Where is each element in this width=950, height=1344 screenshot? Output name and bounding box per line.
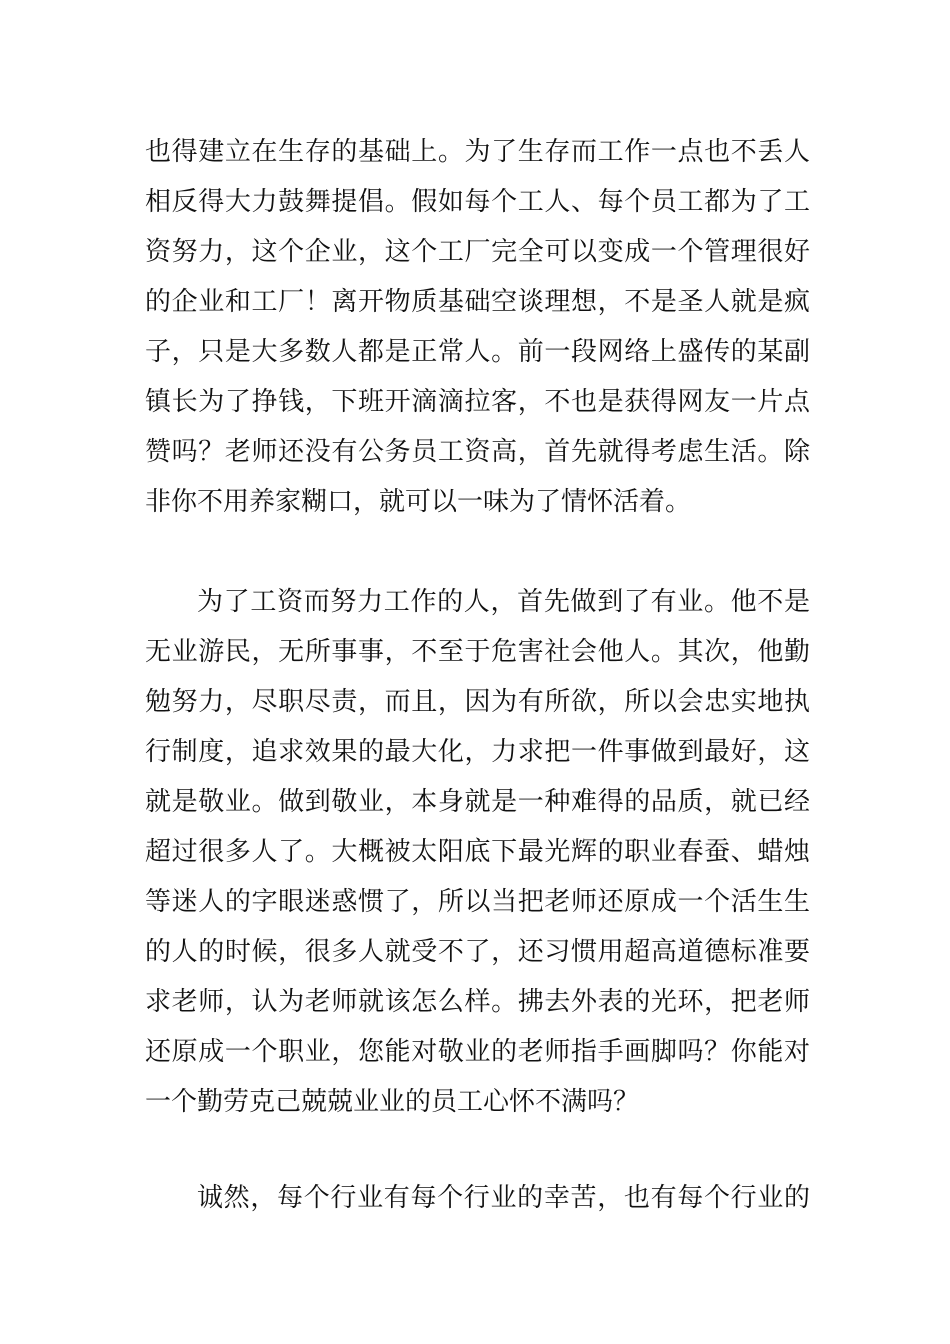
text-line: 非你不用养家糊口，就可以一味为了情怀活着。 [145, 487, 692, 517]
text-line: 无业游民，无所事事，不至于危害社会他人。其次，他勤 [145, 637, 810, 667]
text-line: 的企业和工厂！离开物质基础空谈理想，不是圣人就是疯 [145, 287, 810, 317]
text-line: 求老师，认为老师就该怎么样。拂去外表的光环，把老师 [145, 987, 810, 1017]
text-line: 为了工资而努力工作的人，首先做到了有业。他不是 [197, 587, 810, 617]
text-line: 超过很多人了。大概被太阳底下最光辉的职业春蚕、蜡烛 [145, 837, 810, 867]
text-line: 资努力，这个企业，这个工厂完全可以变成一个管理很好 [145, 237, 810, 267]
text-line: 就是敬业。做到敬业，本身就是一种难得的品质，就已经 [145, 787, 810, 817]
text-line: 也得建立在生存的基础上。为了生存而工作一点也不丢人 [145, 137, 810, 167]
text-line: 勉努力，尽职尽责，而且，因为有所欲，所以会忠实地执 [145, 687, 810, 717]
text-line: 一个勤劳克己兢兢业业的员工心怀不满吗？ [145, 1087, 640, 1117]
paragraph-3 [145, 1173, 810, 1223]
text-line: 相反得大力鼓舞提倡。假如每个工人、每个员工都为了工 [145, 187, 810, 217]
text-line: 的人的时候，很多人就受不了，还习惯用超高道德标准要 [145, 937, 810, 967]
paragraph-1 [145, 127, 810, 527]
text-line: 诚然，每个行业有每个行业的幸苦，也有每个行业的 [197, 1183, 810, 1213]
text-line: 子，只是大多数人都是正常人。前一段网络上盛传的某副 [145, 337, 810, 367]
paragraph-2 [145, 577, 810, 1127]
text-line: 镇长为了挣钱，下班开滴滴拉客，不也是获得网友一片点 [145, 387, 810, 417]
text-line: 等迷人的字眼迷惑惯了，所以当把老师还原成一个活生生 [145, 887, 810, 917]
text-line: 还原成一个职业，您能对敬业的老师指手画脚吗？你能对 [145, 1037, 810, 1067]
text-line: 行制度，追求效果的最大化，力求把一件事做到最好，这 [145, 737, 810, 767]
text-line: 赞吗？老师还没有公务员工资高，首先就得考虑生活。除 [145, 437, 810, 467]
